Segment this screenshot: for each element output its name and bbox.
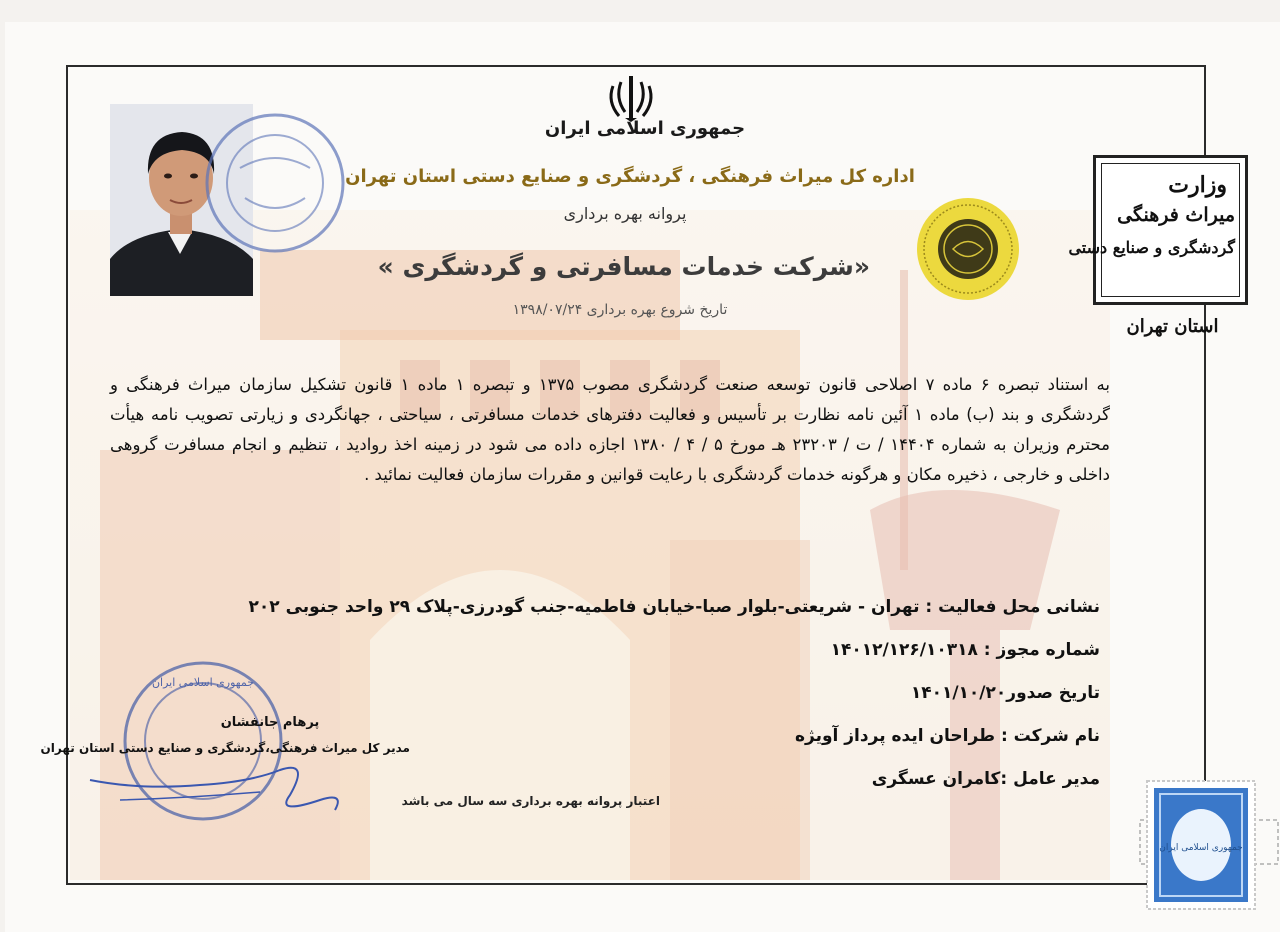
iran-emblem-icon — [603, 72, 659, 124]
validity-note: اعتبار پروانه بهره برداری سه سال می باشد — [401, 794, 660, 808]
license-type-heading: پروانه بهره برداری — [563, 204, 687, 223]
license-number: شماره مجوز : ۱۴۰۱۲/۱۲۶/۱۰۳۱۸ — [830, 640, 1100, 660]
round-stamp-icon — [200, 108, 350, 258]
gold-seal-icon — [915, 196, 1021, 302]
ministry-logo-line1: وزارت — [1168, 172, 1227, 198]
ministry-logo — [1068, 155, 1248, 305]
handwritten-signature — [80, 740, 360, 830]
license-details — [249, 586, 1100, 801]
license-body-paragraph: به استناد تبصره ۶ ماده ۷ اصلاحی قانون توسعه صنعت گردشگری مصوب ۱۳۷۵ و تبصره ۱ ماده ۱ قانون تشکیل سازمان میراث فرهنگی و گردشگری و بند (ب) ماده ۱ آئین نامه نظارت بر تأسیس و فعالیت دفترهای خدمات مسافرتی ، سیاحتی ، جهانگردی و زیارتی تصویب نامه هیأت محترم وزیران به شماره ۱۴۴۰۴ / ت / ۲۳۲۰۳ هـ مورخ ۵ / ۴ / ۱۳۸۰ اجازه داده می شود در زمینه اخذ روادید ، تنظیم و انجام مسافرت گروهی داخلی و خارجی ، ذخیره مکان و هرگونه خدمات گردشگری با رعایت قوانین و مقررات سازمان فعالیت نمائید . — [110, 375, 1111, 484]
company-name: نام شرکت : طراحان ایده پرداز آویژه — [794, 726, 1100, 746]
company-title: «شرکت خدمات مسافرتی و گردشگری » — [377, 252, 870, 281]
revenue-stamp-text: جمهوری اسلامی ایران — [1159, 843, 1243, 853]
office-seal-text: جمهوری اسلامی ایران — [151, 676, 255, 689]
revenue-stamp-icon — [1146, 780, 1256, 910]
office-heading: اداره کل میراث فرهنگی ، گردشگری و صنایع دستی استان تهران — [345, 166, 915, 187]
republic-heading: جمهوری اسلامی ایران — [544, 118, 746, 139]
signatory-name: پرهام جانفشان — [220, 715, 320, 730]
managing-director: مدیر عامل :کامران عسگری — [871, 769, 1100, 789]
start-date: تاریخ شروع بهره برداری ۱۳۹۸/۰۷/۲۴ — [512, 302, 728, 318]
ministry-logo-line3: گردشگری و صنایع دستی — [1068, 238, 1235, 257]
activity-address: نشانی محل فعالیت : تهران - شریعتی-بلوار صبا-خیابان فاطمیه-جنب گودرزی-پلاک ۲۹ واحد جنوبی ۲۰۲ — [248, 597, 1100, 617]
ministry-logo-line2: میراث فرهنگی — [1117, 204, 1235, 226]
issue-date: تاریخ صدور۱۴۰۱/۱۰/۲۰ — [910, 683, 1100, 703]
ministry-province: استان تهران — [1126, 316, 1219, 337]
signatory-title: مدیر کل میراث فرهنگی،گردشگری و صنایع دستی استان تهران — [40, 741, 410, 755]
